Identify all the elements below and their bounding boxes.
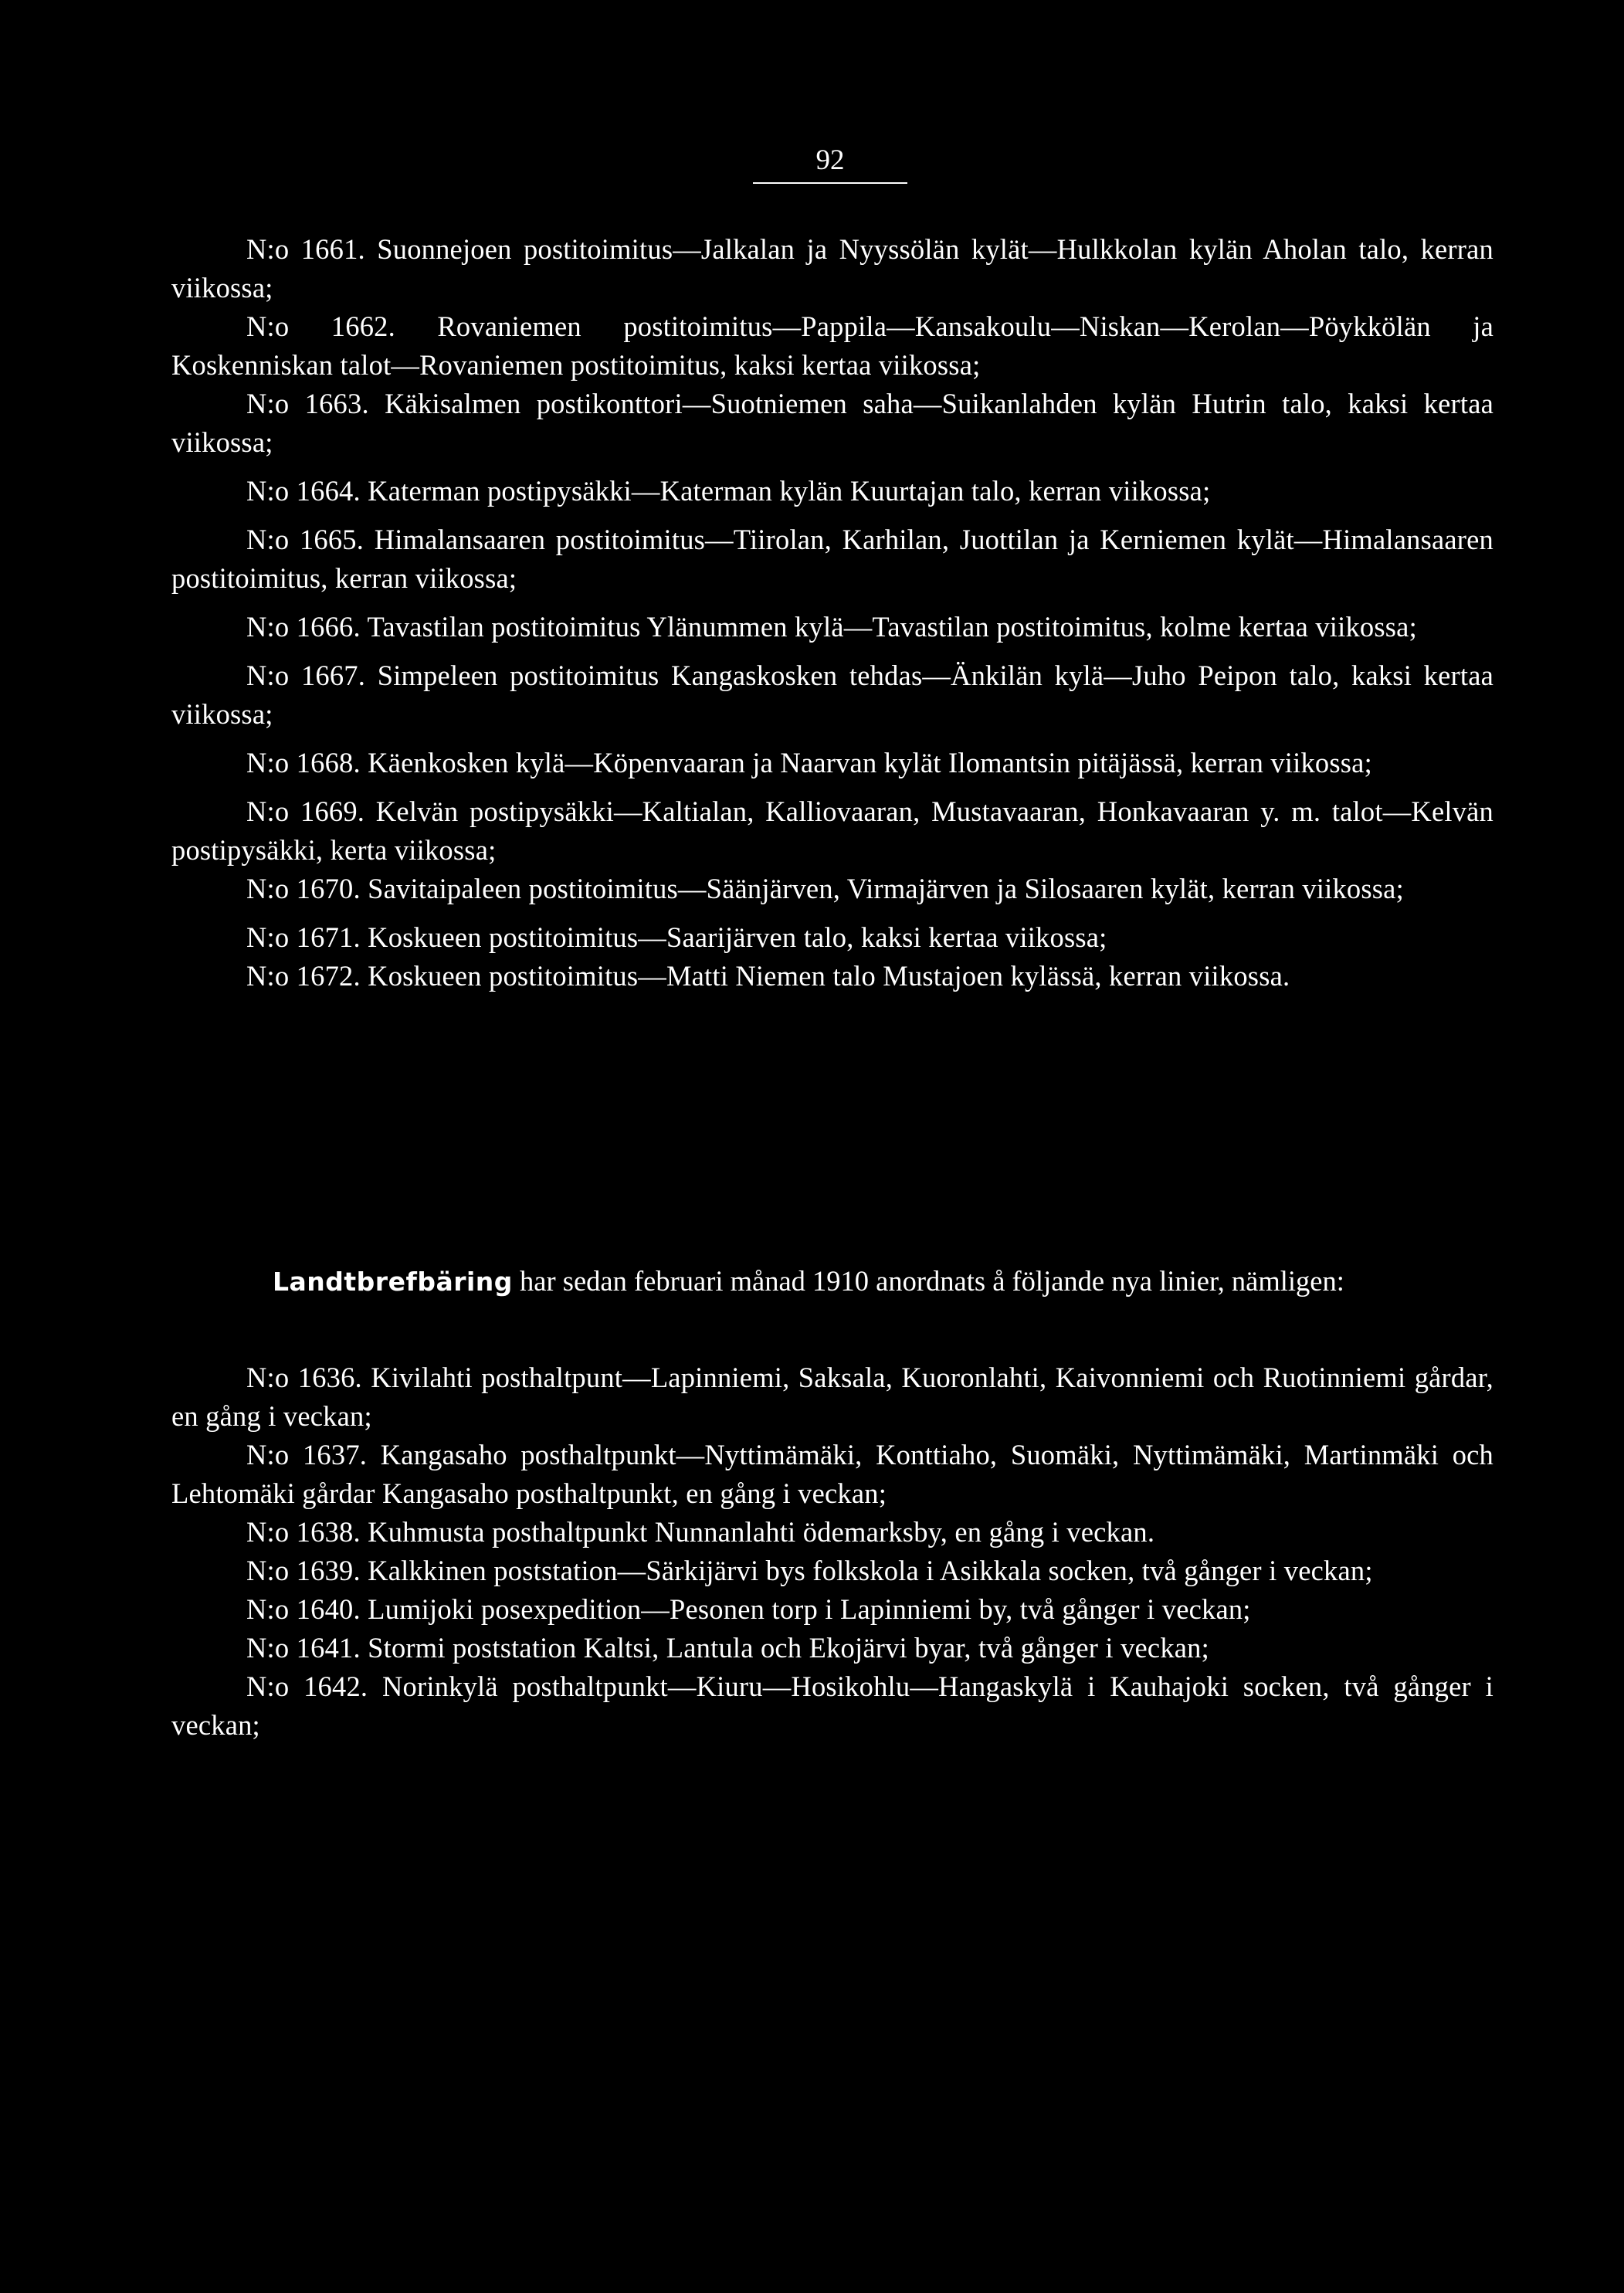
route-entry-1672 xyxy=(171,957,1493,996)
entry-text: Suonnejoen postitoimitus—Jalkalan ja Nyyssölän kylät—Hulkkolan kylän Aholan talo, kerran viikossa; xyxy=(171,233,1493,304)
route-entry-1667 xyxy=(171,656,1493,734)
route-entry-1641 xyxy=(171,1629,1493,1667)
swedish-route-list xyxy=(171,1262,1493,1745)
section-intro-text: har sedan februari månad 1910 anordnats å följande nya linier, nämligen: xyxy=(520,1265,1344,1297)
route-entry-1642 xyxy=(171,1667,1493,1745)
entry-text: Rovaniemen postitoimitus—Pappila—Kansakoulu—Niskan—Kerolan—Pöykkölän ja Koskenniskan talot—Rovaniemen postitoimitus, kaksi kertaa viikossa; xyxy=(171,310,1493,381)
entry-text: Koskueen postitoimitus—Saarijärven talo, kaksi kertaa viikossa; xyxy=(368,921,1107,953)
entry-text: Norinkylä posthaltpunkt—Kiuru—Hosikohlu—Hangaskylä i Kauhajoki socken, två gånger i veckan; xyxy=(171,1671,1493,1741)
entry-number: N:o 1669. xyxy=(246,795,365,827)
entry-number: N:o 1637. xyxy=(246,1439,368,1470)
entry-number: N:o 1638. xyxy=(246,1516,361,1548)
entry-number: N:o 1640. xyxy=(246,1593,361,1625)
route-entry-1663 xyxy=(171,385,1493,462)
entry-number: N:o 1662. xyxy=(246,310,395,342)
entry-text: Simpeleen postitoimitus Kangaskosken tehdas—Änkilän kylä—Juho Peipon talo, kaksi kertaa viikossa; xyxy=(171,660,1494,730)
route-entry-1669 xyxy=(171,792,1493,870)
entry-number: N:o 1671. xyxy=(246,921,361,953)
entry-text: Himalansaaren postitoimitus—Tiirolan, Karhilan, Juottilan ja Kerniemen kylät—Himalansaaren postitoimitus, kerran viikossa; xyxy=(171,524,1493,594)
entry-text: Kuhmusta posthaltpunkt Nunnanlahti ödemarksby, en gång i veckan. xyxy=(368,1516,1155,1548)
entry-text: Katerman postipysäkki—Katerman kylän Kuurtajan talo, kerran viikossa; xyxy=(368,475,1211,507)
entry-number: N:o 1667. xyxy=(246,660,366,691)
entry-number: N:o 1636. xyxy=(246,1362,362,1393)
entry-text: Koskueen postitoimitus—Matti Niemen talo Mustajoen kylässä, kerran viikossa. xyxy=(368,960,1290,992)
entry-text: Kivilahti posthaltpunt—Lapinniemi, Saksala, Kuoronlahti, Kaivonniemi och Ruotinniemi gårdar, en gång i veckan; xyxy=(171,1362,1493,1432)
entry-text: Kalkkinen poststation—Särkijärvi bys folkskola i Asikkala socken, två gånger i veckan; xyxy=(368,1555,1373,1586)
route-entry-1636 xyxy=(171,1359,1493,1436)
section-heading: Landtbrefbäring xyxy=(273,1267,513,1297)
entry-number: N:o 1665. xyxy=(246,524,364,555)
entry-number: N:o 1642. xyxy=(246,1671,368,1702)
page-number: 92 xyxy=(753,144,907,184)
entry-number: N:o 1661. xyxy=(246,233,365,265)
route-entry-1639 xyxy=(171,1552,1493,1590)
entry-text: Käenkosken kylä—Köpenvaaran ja Naarvan kylät Ilomantsin pitäjässä, kerran viikossa; xyxy=(368,747,1372,778)
route-entry-1668 xyxy=(171,744,1493,782)
entry-number: N:o 1672. xyxy=(246,960,361,992)
route-entry-1664 xyxy=(171,472,1493,510)
route-entry-1661 xyxy=(171,230,1493,307)
entry-number: N:o 1641. xyxy=(246,1632,361,1664)
route-entry-1640 xyxy=(171,1590,1493,1629)
entry-text: Savitaipaleen postitoimitus—Säänjärven, Virmajärven ja Silosaaren kylät, kerran viikossa; xyxy=(368,873,1404,904)
entry-text: Kelvän postipysäkki—Kaltialan, Kalliovaaran, Mustavaaran, Honkavaaran y. m. talot—Kelvän postipysäkki, kerta viikossa; xyxy=(171,795,1493,866)
route-entry-1638 xyxy=(171,1513,1493,1552)
section-intro xyxy=(171,1262,1493,1301)
entry-text: Stormi poststation Kaltsi, Lantula och Ekojärvi byar, två gånger i veckan; xyxy=(368,1632,1209,1664)
entry-number: N:o 1639. xyxy=(246,1555,361,1586)
entry-text: Kangasaho posthaltpunkt—Nyttimämäki, Konttiaho, Suomäki, Nyttimämäki, Martinmäki och Lehtomäki gårdar Kangasaho posthaltpunkt, en gång i veckan; xyxy=(171,1439,1493,1509)
entry-number: N:o 1664. xyxy=(246,475,361,507)
entry-text: Lumijoki posexpedition—Pesonen torp i Lapinniemi by, två gånger i veckan; xyxy=(368,1593,1251,1625)
entry-text: Käkisalmen postikonttori—Suotniemen saha—Suikanlahden kylän Hutrin talo, kaksi kertaa viikossa; xyxy=(171,388,1493,458)
route-entry-1671 xyxy=(171,918,1493,957)
entry-number: N:o 1666. xyxy=(246,611,361,643)
route-entry-1637 xyxy=(171,1436,1493,1513)
entry-text: Tavastilan postitoimitus Ylänummen kylä—Tavastilan postitoimitus, kolme kertaa viikossa; xyxy=(367,611,1417,643)
route-entry-1666 xyxy=(171,608,1493,646)
entry-number: N:o 1670. xyxy=(246,873,361,904)
finnish-route-list xyxy=(171,230,1493,996)
route-entry-1662 xyxy=(171,307,1493,385)
entry-number: N:o 1663. xyxy=(246,388,369,419)
route-entry-1665 xyxy=(171,521,1493,598)
route-entry-1670 xyxy=(171,870,1493,908)
entry-number: N:o 1668. xyxy=(246,747,361,778)
